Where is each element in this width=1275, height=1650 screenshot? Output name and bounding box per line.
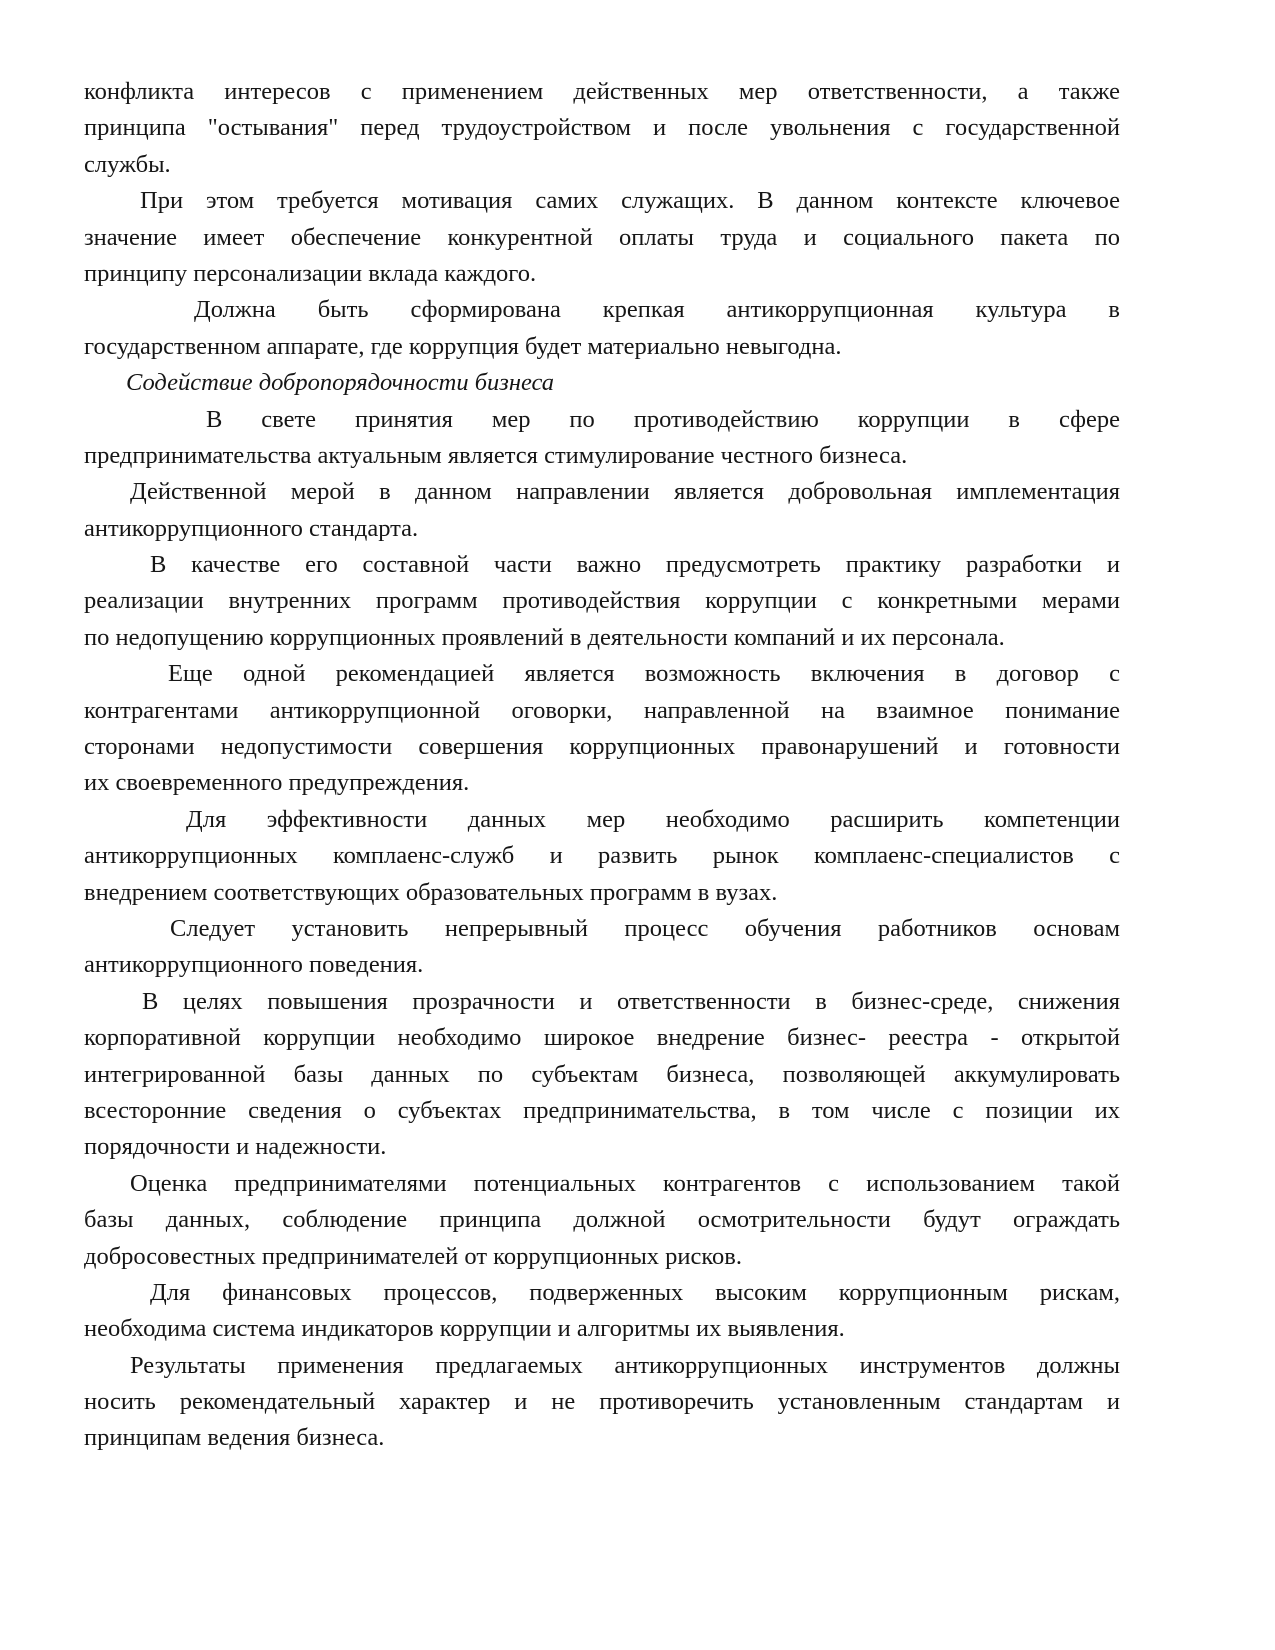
text-line: принципу персонализации вклада каждого. xyxy=(84,259,537,287)
text-line: В качестве его составной части важно предусмотреть практику разработки и xyxy=(150,551,1120,579)
text-line: Следует установить непрерывный процесс обучения работников основам xyxy=(170,914,1120,942)
text-line: Еще одной рекомендацией является возможность включения в договор с xyxy=(168,660,1120,688)
text-line: Для эффективности данных мер необходимо расширить компетенции xyxy=(186,805,1120,833)
text-line: носить рекомендательный характер и не противоречить установленным стандартам и xyxy=(84,1388,1120,1416)
text-line: корпоративной коррупции необходимо широкое внедрение бизнес- реестра - открытой xyxy=(84,1024,1120,1052)
text-line: Оценка предпринимателями потенциальных контрагентов с использованием такой xyxy=(130,1169,1120,1197)
text-line: Для финансовых процессов, подверженных высоким коррупционным рискам, xyxy=(150,1278,1120,1306)
text-line: значение имеет обеспечение конкурентной оплаты труда и социального пакета по xyxy=(84,223,1120,251)
text-line: необходима система индикаторов коррупции и алгоритмы их выявления. xyxy=(84,1315,845,1343)
document-body xyxy=(84,74,1120,1457)
text-line: принципам ведения бизнеса. xyxy=(84,1424,385,1452)
text-line: антикоррупционных комплаенс-служб и развить рынок комплаенс-специалистов с xyxy=(84,842,1120,870)
text-line: государственном аппарате, где коррупция будет материально невыгодна. xyxy=(84,332,842,360)
text-line: по недопущению коррупционных проявлений в деятельности компаний и их персонала. xyxy=(84,623,1005,651)
text-line: порядочности и надежности. xyxy=(84,1133,387,1161)
text-line: В свете принятия мер по противодействию коррупции в сфере xyxy=(206,405,1120,433)
text-line: антикоррупционного стандарта. xyxy=(84,514,419,542)
text-line: конфликта интересов с применением действенных мер ответственности, а также xyxy=(84,78,1120,105)
text-line: всесторонние сведения о субъектах предпринимательства, в том числе с позиции их xyxy=(84,1096,1120,1124)
text-line: Должна быть сформирована крепкая антикоррупционная культура в xyxy=(194,296,1120,324)
text-line: предпринимательства актуальным является стимулирование честного бизнеса. xyxy=(84,441,908,469)
text-line: принципа "остывания" перед трудоустройством и после увольнения с государственной xyxy=(84,114,1120,142)
text-line: внедрением соответствующих образовательных программ в вузах. xyxy=(84,878,778,906)
text-line: антикоррупционного поведения. xyxy=(84,951,424,979)
text-line: их своевременного предупреждения. xyxy=(84,769,470,797)
text-line: базы данных, соблюдение принципа должной осмотрительности будут ограждать xyxy=(84,1206,1120,1234)
text-line: В целях повышения прозрачности и ответственности в бизнес-среде, снижения xyxy=(142,987,1120,1015)
text-line: интегрированной базы данных по субъектам бизнеса, позволяющей аккумулировать xyxy=(84,1060,1120,1088)
text-line: Результаты применения предлагаемых антикоррупционных инструментов должны xyxy=(130,1351,1120,1379)
text-line: Действенной мерой в данном направлении является добровольная имплементация xyxy=(130,478,1120,506)
section-heading: Содействие добропорядочности бизнеса xyxy=(126,369,555,397)
text-line: добросовестных предпринимателей от коррупционных рисков. xyxy=(84,1242,742,1270)
text-line: сторонами недопустимости совершения коррупционных правонарушений и готовности xyxy=(84,733,1120,761)
text-line: реализации внутренних программ противодействия коррупции с конкретными мерами xyxy=(84,587,1120,615)
text-line: службы. xyxy=(84,150,171,178)
text-line: При этом требуется мотивация самих служащих. В данном контексте ключевое xyxy=(140,187,1120,215)
text-line: контрагентами антикоррупционной оговорки, направленной на взаимное понимание xyxy=(84,696,1120,724)
